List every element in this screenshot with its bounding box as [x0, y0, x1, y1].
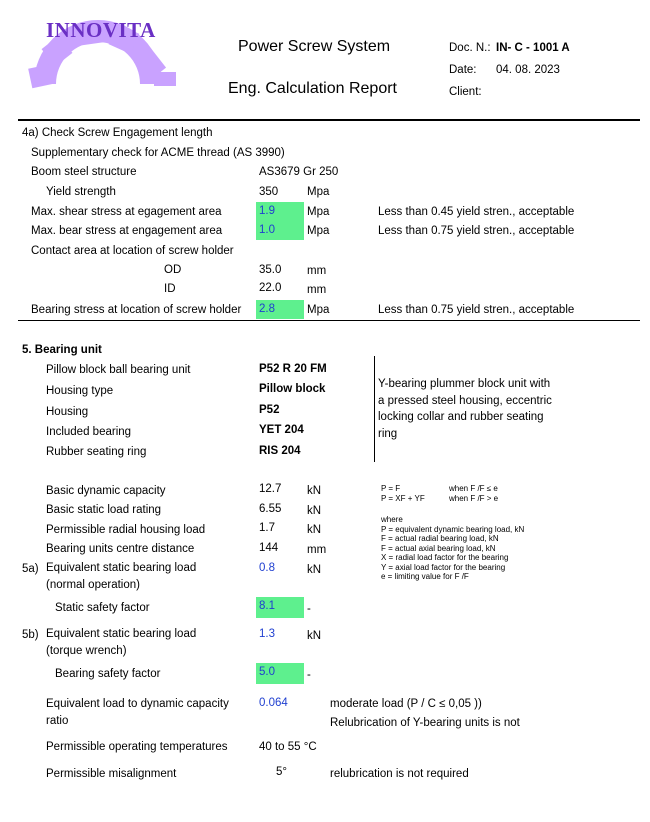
yield-unit: Mpa: [307, 186, 330, 198]
formula-definition: X = radial load factor for the bearing: [381, 553, 509, 562]
eq5a-unit: kN: [307, 564, 322, 576]
rubber-label: Rubber seating ring: [46, 446, 147, 458]
eq5a-label: Equivalent static bearing load: [46, 562, 197, 574]
yield-label: Yield strength: [46, 186, 116, 198]
dyn-label: Basic dynamic capacity: [46, 485, 166, 497]
load-formula: [381, 484, 524, 582]
shear-label: Max. shear stress at egagement area: [31, 206, 222, 218]
header-divider: [18, 119, 640, 121]
centre-value: 144: [259, 542, 279, 554]
misalignment-note: relubrication is not required: [330, 768, 469, 780]
bear-label: Max. bear stress at engagement area: [31, 225, 223, 237]
description-line: locking collar and rubber seating: [378, 411, 544, 423]
temp-label: Permissible operating temperatures: [46, 741, 228, 753]
static-unit: kN: [307, 505, 322, 517]
bear-note: Less than 0.75 yield stren., acceptable: [378, 225, 575, 237]
id-label: ID: [164, 283, 176, 295]
housing-type-value: Pillow block: [259, 383, 326, 395]
eq5b-label: Equivalent static bearing load: [46, 628, 197, 640]
formula-definition: P = equivalent dynamic bearing load, kN: [381, 524, 525, 534]
bear-value: 1.0: [259, 224, 275, 236]
ratio-label-sub: ratio: [46, 715, 69, 727]
boom-label: Boom steel structure: [31, 166, 137, 178]
radial-label: Permissible radial housing load: [46, 524, 206, 536]
formula-definition: F = actual axial bearing load, kN: [381, 543, 496, 553]
bearing-stress-label: Bearing stress at location of screw holder: [31, 304, 242, 316]
bsf-unit: -: [307, 669, 311, 681]
eq5a-number: 5a): [22, 563, 39, 575]
eq5a-value: 0.8: [259, 562, 275, 574]
dyn-value: 12.7: [259, 483, 282, 495]
eq5b-value: 1.3: [259, 628, 275, 640]
yield-value: 350: [259, 186, 279, 198]
report-title-line2: Eng. Calculation Report: [228, 80, 397, 97]
formula-where: where: [381, 515, 403, 524]
date-label: Date:: [449, 64, 477, 76]
od-unit: mm: [307, 265, 327, 277]
formula-eq-1: [381, 484, 524, 494]
housing-type-label: Housing type: [46, 385, 114, 397]
unit-value: P52 R 20 FM: [259, 363, 327, 375]
id-unit: mm: [307, 284, 327, 296]
ssf-value: 8.1: [259, 600, 275, 612]
contact-label: Contact area at location of screw holder: [31, 245, 234, 257]
formula-definition: e = limiting value for F /F: [381, 572, 469, 581]
supplementary-label: Supplementary check for ACME thread (AS 3990): [31, 147, 285, 159]
rubber-value: RIS 204: [259, 445, 301, 457]
shear-value: 1.9: [259, 205, 275, 217]
ratio-note-2: Relubrication of Y-bearing units is not: [330, 717, 520, 729]
eq5b-label-sub: (torque wrench): [46, 645, 127, 657]
included-value: YET 204: [259, 424, 304, 436]
bear-unit: Mpa: [307, 225, 330, 237]
boom-value: AS3679 Gr 250: [259, 166, 339, 178]
formula-eq1-left: P = F: [381, 484, 401, 493]
ssf-label: Static safety factor: [55, 602, 150, 614]
doc-label: Doc. N.:: [449, 42, 491, 54]
formula-definition: F = actual radial bearing load, kN: [381, 534, 499, 543]
description-line: Y-bearing plummer block unit with: [378, 378, 551, 390]
static-value: 6.55: [259, 503, 282, 515]
section-divider: [18, 320, 640, 321]
housing-value: P52: [259, 404, 280, 416]
formula-definition: Y = axial load factor for the bearing: [381, 562, 506, 572]
bearing-stress-value: 2.8: [259, 303, 275, 315]
centre-label: Bearing units centre distance: [46, 543, 195, 555]
shear-unit: Mpa: [307, 206, 330, 218]
misalignment-value: 5°: [276, 766, 287, 778]
formula-eq2-left: P = XF + YF: [381, 494, 425, 503]
formula-eq-2: [381, 494, 524, 504]
id-value: 22.0: [259, 282, 282, 294]
logo: [22, 14, 192, 94]
bearing-stress-unit: Mpa: [307, 304, 330, 316]
client-label: Client:: [449, 86, 482, 98]
bearing-description: [378, 376, 552, 442]
bearing-stress-note: Less than 0.75 yield stren., acceptable: [378, 304, 575, 316]
eq5b-number: 5b): [22, 629, 39, 641]
dyn-unit: kN: [307, 485, 322, 497]
ratio-label: Equivalent load to dynamic capacity: [46, 698, 229, 710]
temp-value: 40 to 55 °C: [259, 741, 317, 753]
ratio-note: moderate load (P / C ≤ 0,05 )): [330, 698, 482, 710]
centre-unit: mm: [307, 544, 327, 556]
misalignment-label: Permissible misalignment: [46, 768, 177, 780]
od-label: OD: [164, 264, 182, 276]
report-title-line1: Power Screw System: [238, 38, 391, 55]
doc-value: IN- C - 1001 A: [496, 42, 570, 54]
formula-eq2-right: when F /F > e: [449, 494, 499, 503]
eq5b-unit: kN: [307, 630, 322, 642]
bsf-label: Bearing safety factor: [55, 668, 161, 680]
radial-value: 1.7: [259, 522, 275, 534]
od-value: 35.0: [259, 264, 282, 276]
unit-label: Pillow block ball bearing unit: [46, 364, 191, 376]
ratio-value: 0.064: [259, 697, 288, 709]
radial-unit: kN: [307, 524, 322, 536]
ssf-unit: -: [307, 603, 311, 615]
section-4a-heading: 4a) Check Screw Engagement length: [22, 127, 213, 139]
description-line: a pressed steel housing, eccentric: [378, 394, 552, 407]
included-label: Included bearing: [46, 426, 132, 438]
date-value: 04. 08. 2023: [496, 64, 560, 76]
logo-text: INNOVITA: [46, 18, 156, 42]
static-label: Basic static load rating: [46, 504, 162, 516]
bsf-value: 5.0: [259, 666, 275, 678]
housing-label: Housing: [46, 406, 89, 418]
description-divider: [374, 356, 375, 462]
description-line: ring: [378, 427, 398, 440]
shear-note: Less than 0.45 yield stren., acceptable: [378, 206, 575, 218]
section-5-heading: 5. Bearing unit: [22, 344, 102, 356]
eq5a-label-sub: (normal operation): [46, 579, 140, 591]
formula-eq1-right: when F /F ≤ e: [449, 484, 498, 493]
